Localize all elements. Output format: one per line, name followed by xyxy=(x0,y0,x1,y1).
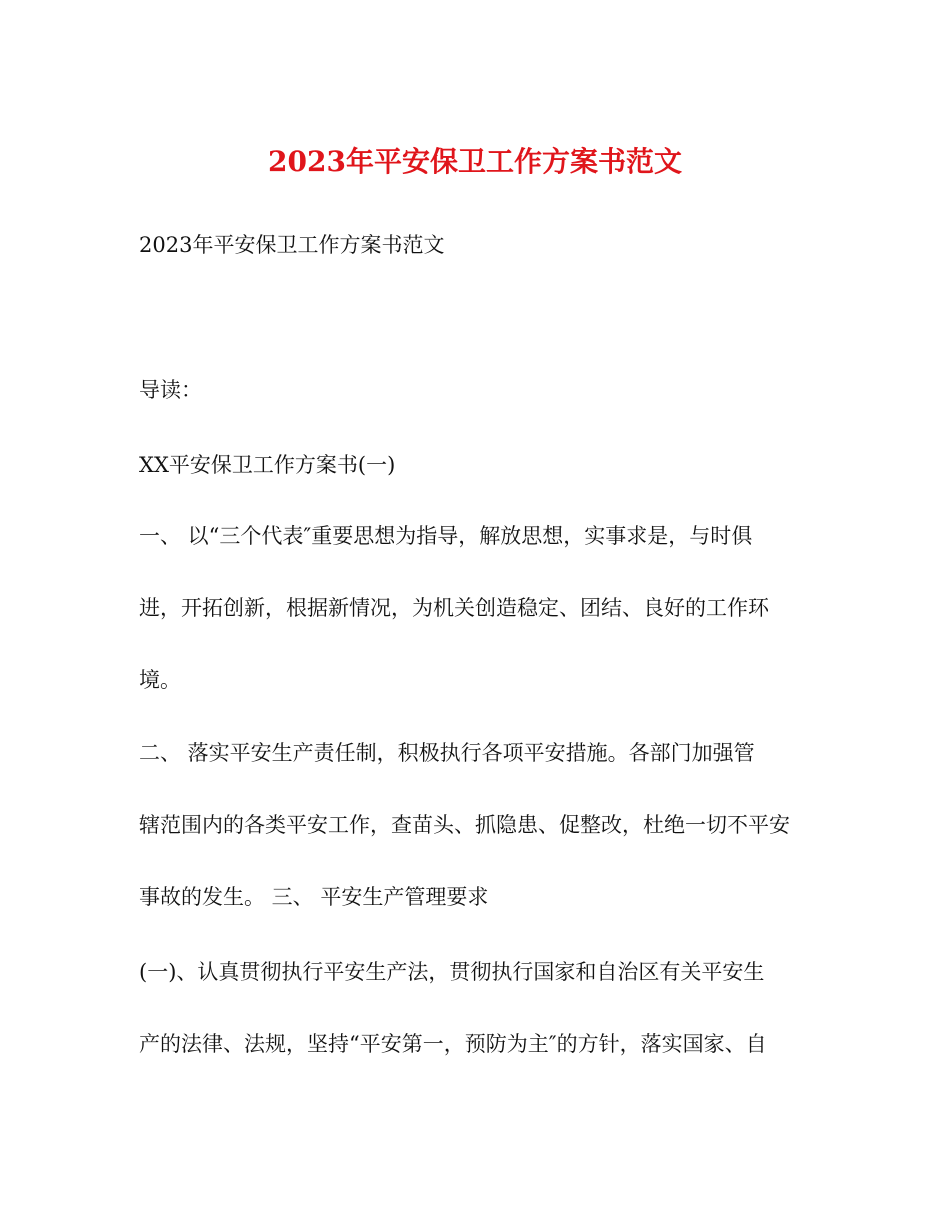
page-title: 2023年平安保卫工作方案书范文 xyxy=(268,145,682,178)
body-line: 境。 xyxy=(139,668,181,692)
body-line: (一)、认真贯彻执行平安生产法，贯彻执行国家和自治区有关平安生 xyxy=(139,960,765,984)
body-line: XX平安保卫工作方案书(一) xyxy=(139,453,396,477)
body-line: 二、 落实平安生产责任制，积极执行各项平安措施。各部门加强管 xyxy=(139,741,755,765)
body-line: 进，开拓创新，根据新情况，为机关创造稳定、团结、良好的工作环 xyxy=(139,596,769,620)
body-line: 一、 以“三个代表″重要思想为指导，解放思想，实事求是，与时俱 xyxy=(139,524,753,548)
body-line: 产的法律、法规，坚持“平安第一，预防为主″的方针，落实国家、自 xyxy=(139,1032,767,1056)
body-line: 2023年平安保卫工作方案书范文 xyxy=(139,233,445,257)
body-line: 事故的发生。 三、 平安生产管理要求 xyxy=(139,885,489,909)
body-line: 导读： xyxy=(139,378,202,402)
body-line: 辖范围内的各类平安工作，查苗头、抓隐患、促整改，杜绝一切不平安 xyxy=(139,813,790,837)
